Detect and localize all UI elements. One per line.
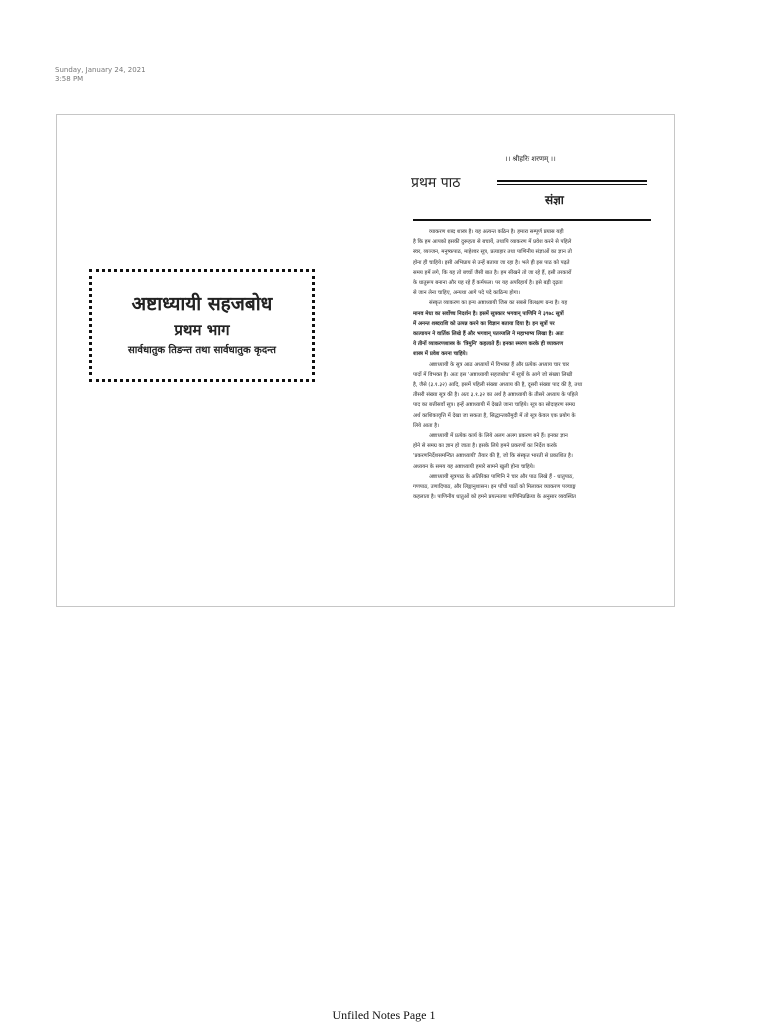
body-line: कात्यायन ने वार्तिक लिखे हैं और भगवान् पतञ्जलि ने महाभाष्य लिखा है। अतः <box>413 331 564 338</box>
book-cover-box <box>89 269 315 382</box>
body-line: समय हमें लगे, कि यह तो बच्चों जैसी बात है। हम सीखने तो जा रहे हैं, इसी तरकारों <box>413 269 572 276</box>
body-line: के धातुरूप बनाना और यह रहे हैं कर्मफल। पर यह अपरिहार्य है। इसे बड़ी दृढ़ता <box>413 280 563 287</box>
body-line: से जान लेना चाहिए, अन्यथा आगे पदे पदे काठिन्य होगा। <box>413 290 520 297</box>
body-line: व्याकरण शब्द शास्त्र है। यह अत्यन्त कठिन है। हमारा सम्पूर्ण प्रयास यही <box>429 229 564 235</box>
book-subtitle: सार्वधातुक तिङन्त तथा सार्वधातुक कृदन्त <box>128 345 276 356</box>
body-line: कहलाता है। पाणिनीय धातुओं को हमने प्रयत्नतया पाणिनिप्रक्रिया के अनुसार व्यवस्थित <box>413 494 576 501</box>
page-footer-label: Unfiled Notes Page 1 <box>332 1008 436 1022</box>
lesson-page <box>409 153 667 573</box>
body-line: गणपाठ, उणादिपाठ, और लिङ्गानुशासन। इन पाँचों पाठों को मिलाकर व्याकरण पञ्चाङ्ग <box>413 484 576 491</box>
lesson-subtitle: संज्ञा <box>545 193 564 207</box>
body-line: संस्कृत व्याकरण का इन्य अष्टाध्यायी जिस का सबसे विलक्षण ग्रन्थ है। यह <box>429 300 568 307</box>
body-line: लिये आता है। <box>413 422 440 429</box>
invocation-line: ।। श्रीहरिः शरणम् ।। <box>505 155 556 163</box>
scanned-page-image <box>56 114 675 607</box>
book-title: अष्टाध्यायी सहजबोध <box>131 293 273 315</box>
body-line: ये तीनों व्याकरणशास्त्र के 'त्रिमुनि' कहलाते हैं। इनका स्मरण करके ही व्याकरण <box>413 341 564 348</box>
title-rule-thick <box>497 180 647 182</box>
lesson-body <box>413 227 651 502</box>
note-timestamp <box>55 66 146 84</box>
body-line: अष्टाध्यायी सूत्रपाठ के अतिरिक्त पाणिनि ने चार और पाठ लिखे हैं - धातुपाठ, <box>429 473 574 480</box>
body-line: 'प्रकरणनिर्देशसमन्वित अष्टाध्यायी' तैयार की है, जो कि संस्कृत भारती से प्रकाशित है। <box>413 453 573 460</box>
body-line: अष्टाध्यायी में प्रत्येक कार्य के लिये अलग अलग प्रकरण बने हैं। इनका ज्ञान <box>429 433 568 440</box>
body-line: होना ही चाहिये। इसी अभिप्राय से उन्हें बताया जा रहा है। भले ही इस पाठ को पढ़ते <box>413 259 570 266</box>
note-time: 3:58 PM <box>55 75 84 83</box>
body-line: है कि हम आपको इसकी दुरूहता से बचायें, तथापि व्याकरण में प्रवेश करने से पहिले <box>413 239 572 246</box>
title-rule-thin <box>497 184 647 185</box>
body-line: होने से समग्र का ज्ञान हो जाता है। इसके लिये हमने प्रकरणों का निर्देश करके <box>413 443 557 450</box>
body-line: तीसरी संख्या सूत्र की है। अतः ३.१.३२ का अर्थ है अष्टाध्यायी के तीसरे अध्याय के पहिले <box>413 392 578 399</box>
body-line: अर्थ काशिकावृत्ति में देखा जा सकता है, सिद्धान्तकौमुदी में तो सूत्र केवल एक प्रयोग के <box>413 412 576 419</box>
body-line: में अनन्त शब्दराशि को उत्पन्न करने का विज्ञान बताया दिया है। इन सूत्रों पर <box>413 320 555 327</box>
book-part: प्रथम भाग <box>174 321 230 339</box>
body-line: शास्त्र में प्रवेश करना चाहिये। <box>413 351 468 358</box>
body-line: मानव मेधा का सर्वोच्च निदर्शन है। इसमें सूत्रकार भगवान् पाणिनि ने ३९७८ सूत्रों <box>413 310 564 317</box>
body-line: स्वर, व्यञ्जन, मनुष्कपाठ, माहेश्वर सूत्र, प्रत्याहार तथा पाणिनीय संज्ञाओं का ज्ञान तो <box>413 249 572 256</box>
body-line: पाद का बत्तीसवाँ सूत्र। इन्हें अष्टाध्यायी में देखते जाना चाहिये। सूत्र का सोदाहरण समग्र <box>413 402 575 409</box>
section-rule <box>413 219 651 221</box>
lesson-title: प्रथम पाठ <box>411 175 461 191</box>
body-line: पादों में विभक्त है। अतः इस 'अष्टाध्यायी सहजबोध' में सूत्रों के आगे जो संख्या लिखी <box>413 371 573 378</box>
body-line: है, जैसे (३.१.३२) आदि, इसमें पहिली संख्या अध्याय की है, दूसरी संख्या पाद की है, तथा <box>413 382 583 389</box>
body-line: अष्टाध्यायी के सूत्र आठ अध्यायों में विभक्त हैं और प्रत्येक अध्याय चार चार <box>429 361 570 368</box>
body-line: अध्ययन के समय यह अष्टाध्यायी हमारे सामने खुली होना चाहिये। <box>413 463 535 470</box>
note-date: Sunday, January 24, 2021 <box>55 66 146 74</box>
